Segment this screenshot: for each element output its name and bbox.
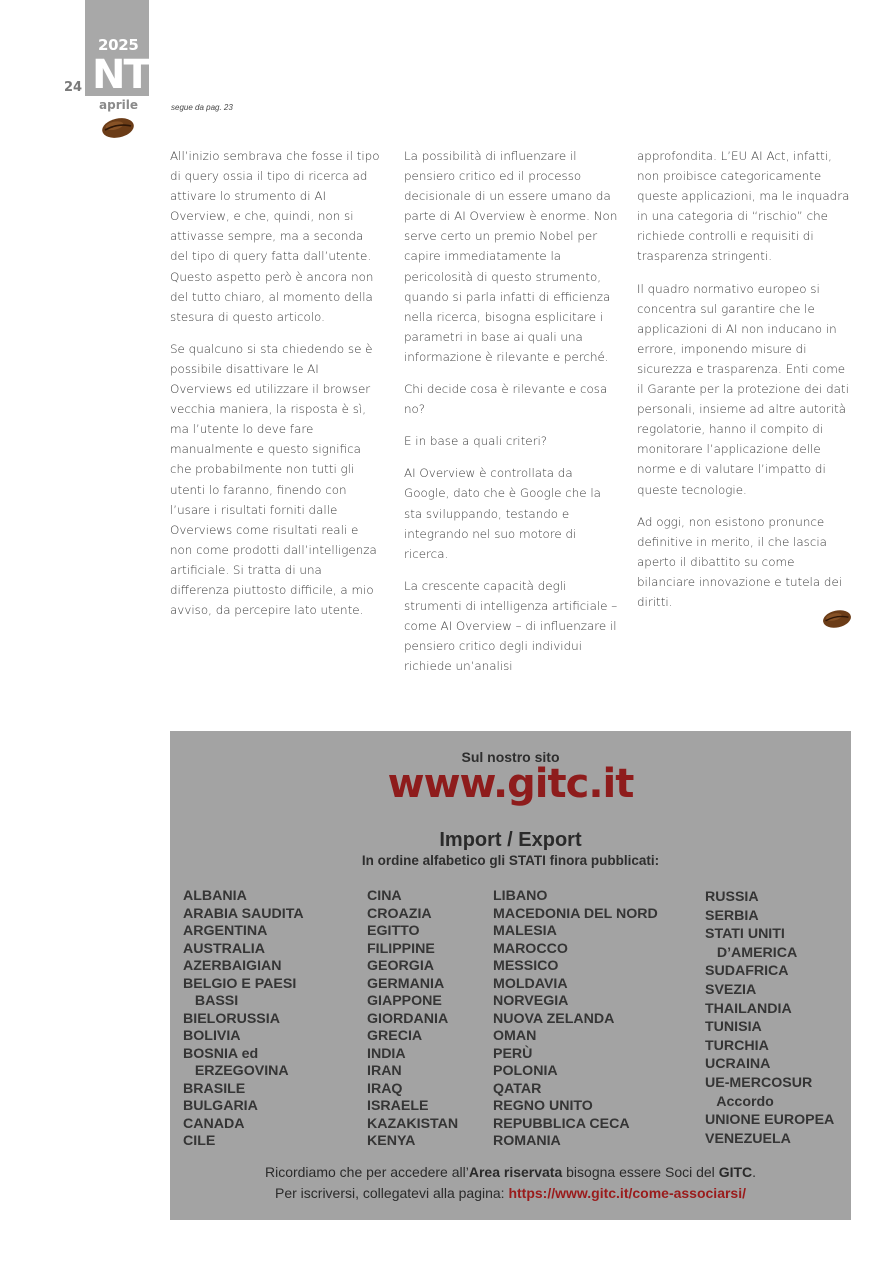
country-item[interactable]: ROMANIA (493, 1133, 561, 1149)
country-item[interactable]: ARABIA SAUDITA (183, 905, 304, 922)
country-item[interactable]: MALESIA (493, 923, 557, 939)
promo-box (170, 731, 851, 1220)
country-item[interactable]: GRECIA (367, 1028, 423, 1044)
country-item[interactable]: CINA (367, 888, 402, 904)
country-list-1 (183, 888, 304, 1151)
members-note-end: . (752, 1164, 757, 1180)
country-item[interactable]: NUOVA ZELANDA (493, 1010, 615, 1027)
country-item[interactable]: Accordo (705, 1093, 774, 1110)
country-item[interactable]: BIELORUSSIA (183, 1010, 280, 1027)
country-item[interactable]: BOSNIA ed (183, 1045, 259, 1062)
country-item[interactable]: AZERBAIGIAN (183, 958, 282, 974)
country-item[interactable]: UE-MERCOSUR (705, 1074, 813, 1091)
country-item[interactable]: LIBANO (493, 888, 548, 904)
members-note-text: Ricordiamo che per accedere all’ (264, 1164, 469, 1180)
country-list-3 (493, 888, 658, 1151)
issue-month: aprile (99, 98, 138, 112)
country-item[interactable]: D’AMERICA (705, 944, 798, 961)
country-item[interactable]: REGNO UNITO (493, 1098, 593, 1114)
country-item[interactable]: KAZAKISTAN (367, 1115, 459, 1132)
members-note (170, 1164, 851, 1180)
paragraph: Se qualcuno si sta chiedendo se è possibile disattivare le AI Overviews ed utilizzare il browser vecchia maniera, la risposta è sì, ma l’utente lo deve fare manualmente e questo significa che probabilmente non tutti gli utenti lo faranno, finendo con l’usare i risultati forniti dalle Overviews come risultati reali e non come prodotti dall’intelligenza artificiale. Si tratta di una differenza piuttosto difficile, a mio avviso, da percepire lato utente. (170, 341, 377, 618)
country-item[interactable]: TURCHIA (705, 1037, 769, 1054)
country-item[interactable]: RUSSIA (705, 889, 759, 905)
country-item[interactable]: STATI UNITI (705, 926, 785, 943)
country-item[interactable]: SUDAFRICA (705, 963, 789, 980)
article-column-2 (404, 146, 618, 688)
country-item[interactable]: INDIA (367, 1045, 406, 1062)
article-column-1 (170, 146, 384, 632)
country-item[interactable]: ISRAELE (367, 1098, 429, 1114)
paragraph: All’inizio sembrava che fosse il tipo di query ossia il tipo di ricerca ad attivare lo strumento di AI Overview, e che, quindi, non si attivasse sempre, ma a seconda del tipo di query fatta dall’utente. Questo aspetto però è ancora non del tutto chiaro, al momento della stesura di questo articolo. (170, 149, 380, 324)
country-list-2 (367, 888, 458, 1151)
country-item[interactable]: GIORDANIA (367, 1010, 449, 1027)
country-item[interactable]: PERÙ (493, 1045, 533, 1062)
country-item[interactable]: POLONIA (493, 1063, 558, 1079)
country-item[interactable]: BASSI (183, 993, 239, 1009)
issue-year: 2025 (98, 36, 139, 54)
page-number: 24 (64, 80, 83, 95)
signup-note-text: Per iscriversi, collegatevi alla pagina: (275, 1185, 509, 1201)
country-item[interactable]: GIAPPONE (367, 993, 442, 1009)
site-link[interactable]: www.gitc.it (387, 761, 634, 807)
country-item[interactable]: GEORGIA (367, 958, 435, 974)
paragraph: Chi decide cosa è rilevante e cosa no? (404, 382, 608, 417)
gitc-label: GITC (718, 1164, 753, 1180)
country-item[interactable]: MACEDONIA DEL NORD (493, 905, 658, 922)
promo-title: Import / Export (439, 829, 582, 851)
coffee-bean-icon (101, 117, 135, 139)
country-item[interactable]: FILIPPINE (367, 940, 435, 957)
country-item[interactable]: IRAN (367, 1063, 402, 1079)
country-item[interactable]: BOLIVIA (183, 1028, 241, 1044)
country-item[interactable]: BRASILE (183, 1080, 246, 1097)
promo-subtitle (170, 853, 851, 868)
paragraph: La crescente capacità degli strumenti di intelligenza artificiale – come AI Overview – di influenzare il pensiero critico degli individui richiede un’analisi (404, 578, 618, 674)
country-item[interactable]: MOLDAVIA (493, 975, 568, 992)
country-item[interactable]: REPUBBLICA CECA (493, 1115, 630, 1132)
country-item[interactable]: VENEZUELA (705, 1130, 791, 1147)
country-item[interactable]: THAILANDIA (705, 1000, 792, 1017)
country-item[interactable]: CANADA (183, 1115, 245, 1132)
country-item[interactable]: ALBANIA (183, 888, 247, 904)
country-item[interactable]: ARGENTINA (183, 923, 268, 939)
paragraph: approfondita. L’EU AI Act, infatti, non proibisce categoricamente queste applicazioni, ma le inquadra in una categoria di “rischio” che richiede controlli e requisiti di trasparenza stringenti. (637, 149, 850, 264)
country-item[interactable]: UNIONE EUROPEA (705, 1112, 835, 1129)
paragraph: La possibilità di influenzare il pensiero critico ed il processo decisionale di un essere umano da parte di AI Overview è enorme. Non serve certo un premio Nobel per capire immediatamente la pericolosità di questo strumento, quando si parla infatti di efficienza nella ricerca, bisogna esplicitare i parametri in base ai quali una informazione è rilevante e perché. (404, 149, 618, 364)
country-item[interactable]: CILE (183, 1133, 216, 1149)
publication-code: NT (92, 52, 149, 98)
country-item[interactable]: EGITTO (367, 923, 420, 939)
signup-note (170, 1185, 851, 1201)
signup-link[interactable]: https://www.gitc.it/come-associarsi/ (508, 1185, 746, 1201)
members-note-text-2: bisogna essere Soci del (562, 1164, 719, 1180)
country-item[interactable]: MESSICO (493, 958, 559, 974)
subtitle-text: In ordine alfabetico gli (361, 853, 509, 868)
paragraph: AI Overview è controllata da Google, dato che è Google che la sta sviluppando, testando e integrando nel suo motore di ricerca. (404, 466, 601, 561)
country-item[interactable]: BELGIO E PAESI (183, 975, 297, 992)
country-item[interactable]: OMAN (493, 1028, 537, 1044)
country-item[interactable]: GERMANIA (367, 975, 445, 992)
country-item[interactable]: AUSTRALIA (183, 940, 265, 957)
country-list-4 (705, 888, 834, 1148)
paragraph: Il quadro normativo europeo si concentra sul garantire che le applicazioni di AI non inducano in errore, imponendo misure di sicurezza e trasparenza. Enti come il Garante per la protezione dei dati personali, insieme ad altre autorità regolatorie, hanno il compito di monitorare l’applicazione delle norme e di valutare l’impatto di queste tecnologie. (637, 281, 849, 497)
continued-from-note: segue da pag. 23 (171, 103, 233, 112)
country-item[interactable]: TUNISIA (705, 1019, 762, 1036)
subtitle-text-end: finora pubblicati: (545, 853, 660, 868)
article-column-3 (637, 146, 851, 624)
paragraph: Ad oggi, non esistono pronunce definitive in merito, il che lascia aperto il dibattito su come bilanciare innovazione e tutela dei diritti. (637, 514, 843, 609)
paragraph: E in base a quali criteri? (404, 434, 548, 449)
country-item[interactable]: IRAQ (367, 1080, 403, 1097)
country-item[interactable]: SVEZIA (705, 981, 757, 998)
country-item[interactable]: CROAZIA (367, 905, 432, 922)
subtitle-bold: STATI (508, 853, 546, 868)
coffee-bean-end-icon (822, 609, 852, 629)
country-item[interactable]: QATAR (493, 1080, 542, 1097)
promo-kicker: Sul nostro sito (461, 749, 560, 765)
country-item[interactable]: SERBIA (705, 907, 759, 924)
country-item[interactable]: KENYA (367, 1133, 416, 1149)
country-item[interactable]: MAROCCO (493, 940, 568, 957)
country-item[interactable]: UCRAINA (705, 1056, 771, 1073)
country-item[interactable]: NORVEGIA (493, 993, 569, 1009)
country-item[interactable]: BULGARIA (183, 1098, 258, 1114)
country-item[interactable]: ERZEGOVINA (183, 1063, 289, 1079)
reserved-area-label: Area riservata (468, 1164, 563, 1180)
